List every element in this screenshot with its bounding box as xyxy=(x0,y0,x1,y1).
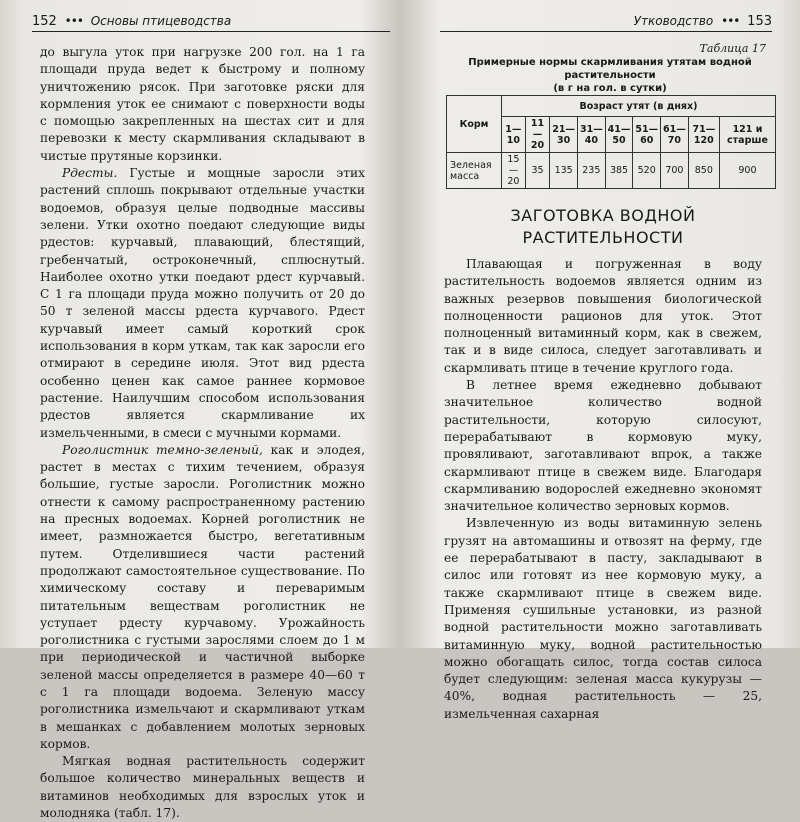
paragraph: Извлеченную из воды витаминную зелень грузят на автомашины и отвозят на ферму, где ее перерабатывают в пасту, закладывают в силос или готовят из нее кормовую муку, а также скармливают птице в свежем виде. Применяя сушильные установки, из разной водной растительности можно заготавливать витаминную муку, водной растительностью можно обогащать силос, тогда состав силоса будет следующим: зеленая масса кукурузы — 40%, водная растительность — 25, измельченная сахарная xyxy=(444,516,762,721)
left-running-head xyxy=(32,14,390,32)
table-row xyxy=(447,153,776,189)
table-cell: 15—20 xyxy=(502,153,526,189)
age-column-header: 41—50 xyxy=(605,117,633,153)
age-column-header: 11—20 xyxy=(525,117,550,153)
age-column-header: 61—70 xyxy=(661,117,689,153)
table-cell: 700 xyxy=(661,153,689,189)
table-cell: 35 xyxy=(525,153,550,189)
right-body-text xyxy=(444,256,762,723)
age-column-header: 31—40 xyxy=(578,117,606,153)
age-column-header: 121 и старше xyxy=(719,117,775,153)
table-cell: 900 xyxy=(719,153,775,189)
left-body-text xyxy=(40,44,365,822)
table-cell: 135 xyxy=(550,153,578,189)
paragraph: Роголистник темно-зеленый, как и элодея, растет в местах с тихим течением, образуя большие, густые заросли. Роголистник можно отнести к самому распространенному растению на пресных водоемах. Корней роголистник не имеет, размножается быстро, вегетативным путем. Отделившиеся части растений продолжают самостоятельное существование. По химическому составу и переваримым питательным веществам роголистник не уступает рдесту курчавому. Урожайность роголистника с густыми зарослями слоем до 1 м при периодической и частичной выборке зеленой массы определяется в размере 40—60 т с 1 га площади водоема. Зеленую массу роголистника измельчают и скармливают уткам в мешанках с добавлением молотых зерновых кормов. xyxy=(40,442,365,751)
table-corner-header: Корм xyxy=(447,96,502,153)
paragraph: В летнее время ежедневно добывают значительное количество водной растительности, которую силосуют, перерабатывают в кормовую муку, провяливают, заготавливают впрок, а также скармливают птице в свежем виде. Благодаря скармливанию водорослей ежедневно экономят значительное количество зерновых кормов. xyxy=(444,378,762,514)
right-running-head xyxy=(440,14,772,32)
feeding-norms-table xyxy=(446,95,776,189)
age-column-header: 71—120 xyxy=(688,117,719,153)
table-cell: 520 xyxy=(633,153,661,189)
right-page xyxy=(400,0,800,721)
right-page-number: 153 xyxy=(747,14,772,29)
section-title: ЗАГОТОВКА ВОДНОЙ РАСТИТЕЛЬНОСТИ xyxy=(510,206,696,247)
table-caption: Таблица 17 xyxy=(699,42,766,55)
feed-name-cell: Зеленая масса xyxy=(447,153,502,189)
left-running-title: Основы птицеводства xyxy=(90,14,232,28)
table-cell: 385 xyxy=(605,153,633,189)
table-cell: 235 xyxy=(578,153,606,189)
ornament-dots-icon: ••• xyxy=(64,14,83,28)
age-column-header: 21—30 xyxy=(550,117,578,153)
table-group-header: Возраст утят (в днях) xyxy=(502,96,776,117)
term-italic: Роголистник темно-зеленый, xyxy=(62,442,263,457)
term-italic: Рдесты. xyxy=(62,166,118,181)
left-page-number: 152 xyxy=(32,14,57,29)
ornament-dots-icon: ••• xyxy=(721,14,740,28)
paragraph: Плавающая и погруженная в воду растительность водоемов является одним из важных резервов повышения биологической полноценности рационов для уток. Этот полноценный витаминный корм, как в свежем, так и в виде силоса, следует заготавливать и скармливать птице в течение круглого года. xyxy=(444,257,762,375)
table-cell: 850 xyxy=(688,153,719,189)
right-running-title: Утководство xyxy=(633,14,714,28)
paragraph: Рдесты. Густые и мощные заросли этих растений сплошь покрывают отдельные участки водоемов, образуя целые подводные массивы зелени. Утки охотно поедают следующие виды рдестов: курчавый, плавающий, блестящий, гребенчатый, остроконечный, сплюснутый. Наиболее охотно утки поедают рдест курчавый. С 1 га площади пруда можно получить от 20 до 50 т зеленой массы рдеста курчавого. Рдест курчавый имеет самый короткий срок использования в корм уткам, так как заросли его отмирают в середине июля. Этот вид рдеста особенно ценен как самое раннее кормовое растение. Наилучшим способом использования рдестов является скармливание их измельченными, в смеси с мучными кормами. xyxy=(40,166,365,440)
age-column-header: 51—60 xyxy=(633,117,661,153)
left-page xyxy=(0,0,400,821)
paragraph: Мягкая водная растительность содержит большое количество минеральных веществ и витаминов необходимых для взрослых уток и молодняка (табл. 17). xyxy=(40,754,365,821)
paragraph: до выгула уток при нагрузке 200 гол. на 1 га площади пруда ведет к быстрому и полному уничтожению рясок. При заготовке ряски для кормления уток ее снимают с поверхности воды с помощью закрепленных на шестах сит и для перевозки к месту скармливания складывают в чистые прутяные корзинки. xyxy=(40,45,365,163)
table-title: Примерные нормы скармливания утятам водной растительности (в г на гол. в сутки) xyxy=(468,57,752,94)
age-column-header: 1—10 xyxy=(502,117,526,153)
